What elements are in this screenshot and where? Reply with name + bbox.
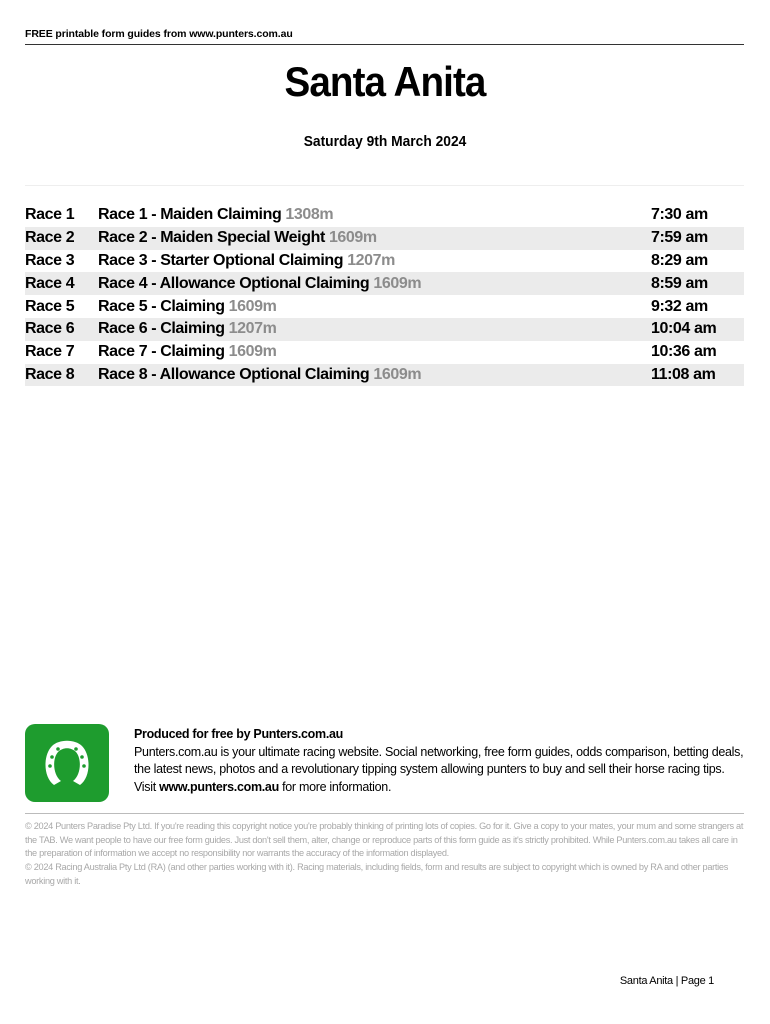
race-distance: 1207m — [228, 320, 277, 338]
race-list — [25, 204, 744, 386]
race-time: 8:29 am — [651, 251, 708, 269]
punters-logo — [25, 724, 109, 802]
promo-text — [134, 726, 744, 796]
race-row — [25, 318, 744, 341]
race-name-cell — [98, 206, 651, 224]
race-name: Race 6 - Claiming — [98, 320, 225, 338]
race-time: 7:59 am — [651, 229, 708, 247]
visit-suffix: for more information. — [278, 779, 392, 794]
race-distance: 1207m — [347, 251, 396, 269]
section-divider — [25, 185, 744, 186]
race-time: 10:04 am — [651, 320, 717, 338]
page-footer: Santa Anita | Page 1 — [619, 975, 714, 987]
promo-body: Punters.com.au is your ultimate racing website. Social networking, free form guides, odds comparison, betting deals, the latest news, photos and a revolutionary tipping system allowing punters to buy and sell their horse racing tips. — [134, 744, 744, 776]
legal-notice — [25, 820, 747, 889]
meeting-date: Saturday 9th March 2024 — [303, 133, 467, 150]
race-distance: 1609m — [228, 343, 277, 361]
race-time: 9:32 am — [651, 297, 708, 315]
visit-prefix: Visit — [134, 779, 160, 794]
race-number: Race 4 — [25, 274, 75, 292]
race-distance: 1609m — [373, 365, 422, 383]
copyright-racing-australia: © 2024 Racing Australia Pty Ltd (RA) (and other parties working with it). Racing materials, including fields, form and results are subject to copyright which is owned by RA and other parties working with it. — [25, 862, 728, 886]
race-name: Race 5 - Claiming — [98, 297, 225, 315]
legal-divider — [25, 813, 744, 814]
race-row — [25, 295, 744, 318]
race-number: Race 3 — [25, 251, 75, 269]
race-name-cell — [98, 229, 651, 247]
race-distance: 1609m — [328, 229, 377, 247]
race-number: Race 5 — [25, 297, 75, 315]
race-name: Race 1 - Maiden Claiming — [98, 206, 282, 224]
race-number: Race 1 — [25, 206, 75, 224]
race-name: Race 2 - Maiden Special Weight — [98, 229, 325, 247]
race-name-cell — [98, 343, 651, 361]
race-name-cell — [98, 252, 651, 270]
race-distance: 1609m — [373, 274, 422, 292]
race-row — [25, 272, 744, 295]
race-number: Race 6 — [25, 320, 75, 338]
race-row — [25, 364, 744, 387]
race-name-cell — [98, 320, 651, 338]
race-number: Race 2 — [25, 229, 75, 247]
race-name-cell — [98, 275, 651, 293]
race-name: Race 3 - Starter Optional Claiming — [98, 251, 344, 269]
race-number: Race 7 — [25, 343, 75, 361]
promo-heading: Produced for free by Punters.com.au — [134, 727, 343, 741]
race-time: 11:08 am — [651, 365, 716, 383]
copyright-punters: © 2024 Punters Paradise Pty Ltd. If you're reading this copyright notice you're probably thinking of printing lots of copies. Go for it. Give a copy to your mates, your mum and some strangers at the TAB. We want people to have our free form guides. Just don't sell them, alter, change or reproduce parts of this form guide as it's strictly prohibited. While Punters.com.au takes all care in the preparation of information we accept no responsibility nor warrants the accuracy of the information displayed. — [25, 821, 744, 859]
page-title: Santa Anita — [284, 58, 486, 105]
race-time: 10:36 am — [651, 343, 717, 361]
race-number: Race 8 — [25, 365, 75, 383]
race-row — [25, 250, 744, 273]
header-divider — [25, 44, 744, 45]
visit-link[interactable]: www.punters.com.au — [159, 779, 279, 794]
race-distance: 1609m — [228, 297, 277, 315]
race-name-cell — [98, 366, 651, 384]
race-time: 8:59 am — [651, 274, 708, 292]
race-name: Race 4 - Allowance Optional Claiming — [98, 274, 370, 292]
race-name: Race 7 - Claiming — [98, 343, 225, 361]
race-distance: 1308m — [285, 206, 334, 224]
horseshoe-icon — [37, 733, 97, 793]
header-note: FREE printable form guides from www.punters.com.au — [25, 28, 293, 40]
race-row — [25, 204, 744, 227]
race-row — [25, 341, 744, 364]
race-name-cell — [98, 298, 651, 316]
race-name: Race 8 - Allowance Optional Claiming — [98, 365, 370, 383]
race-row — [25, 227, 744, 250]
race-time: 7:30 am — [651, 206, 708, 224]
